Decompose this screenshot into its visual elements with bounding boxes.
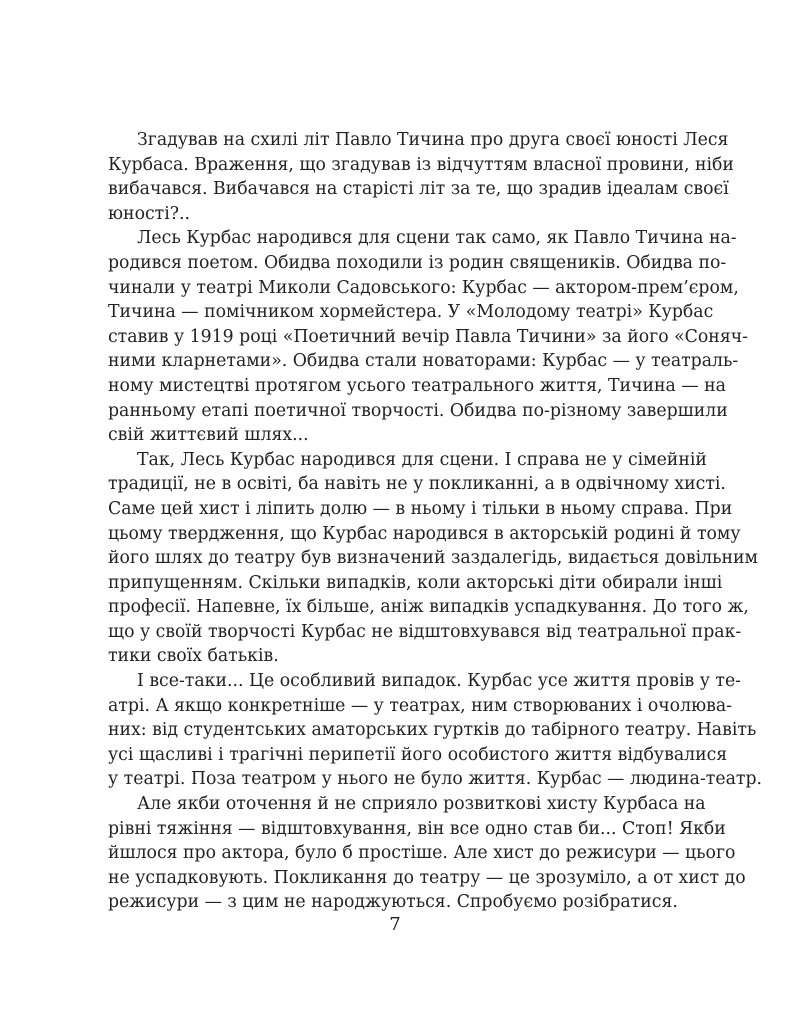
text-line: його шлях до театру був визначений заздалегідь, видається довільним	[108, 548, 758, 569]
text-line: професії. Напевне, їх більше, аніж випадків успадкування. До того ж,	[108, 597, 749, 618]
text-line: ними кларнетами». Обидва стали новаторами: Курбас — у театраль-	[108, 351, 739, 372]
text-line: Курбаса. Враження, що згадував із відчуттям власної провини, ніби	[108, 154, 734, 175]
page-number: 7	[389, 914, 401, 935]
text-line: ному мистецтві протягом усього театрального життя, Тичина — на	[108, 375, 726, 396]
text-line: режисури — з цим не народжуються. Спробуємо розібратися.	[108, 892, 678, 913]
text-line: припущенням. Скільки випадків, коли акторські діти обирали інші	[108, 572, 723, 593]
text-line: традиції, не в освіті, ба навіть не у покликанні, а в одвічному хисті.	[108, 474, 726, 495]
text-line: свій життєвий шлях...	[108, 425, 309, 446]
text-line: Згадував на схилі літ Павло Тичина про друга своєї юності Леся	[137, 130, 729, 150]
text-line: чинали у театрі Миколи Садовського: Курбас — актором-прем’єром,	[108, 277, 739, 298]
body-text	[108, 128, 762, 915]
paragraph-1	[108, 128, 734, 226]
text-line: цьому твердження, що Курбас народився в акторській родині й тому	[108, 523, 741, 544]
text-line: Саме цей хист і ліпить долю — в ньому і тільки в ньому справа. При	[108, 498, 733, 519]
text-line: Так, Лесь Курбас народився для сцени. І справа не у сімейній	[137, 449, 707, 470]
text-line: у театрі. Поза театром у нього не було життя. Курбас — людина-театр.	[108, 769, 762, 790]
text-line: тики своїх батьків.	[108, 646, 279, 667]
text-line: усі щасливі і трагічні перипетії його особистого життя відбувалися	[108, 744, 728, 765]
text-line: Лесь Курбас народився для сцени так само, як Павло Тичина на-	[137, 228, 737, 249]
text-line: юності?..	[108, 203, 190, 224]
text-line: Але якби оточення й не сприяло розвиткові хисту Курбаса на	[137, 794, 706, 815]
text-line: Тичина — помічником хормейстера. У «Молодому театрі» Курбас	[108, 302, 714, 323]
text-line: І все-таки... Це особливий випадок. Курбас усе життя провів у те-	[137, 671, 742, 692]
paragraph-3	[108, 448, 758, 669]
text-line: ставив у 1919 році «Поетичний вечір Павла Тичини» за його «Соняч-	[108, 326, 748, 347]
paragraph-4	[108, 669, 762, 792]
text-line: не успадковують. Покликання до театру — це зрозуміло, а от хист до	[108, 867, 746, 888]
text-line: атрі. А якщо конкретніше — у театрах, ним створюваних і очолюва-	[108, 695, 732, 716]
text-line: ранньому етапі поетичної творчості. Обидва по-різному завершили	[108, 400, 728, 421]
paragraph-2	[108, 226, 748, 447]
text-line: них: від студентських аматорських гуртків до табірного театру. Навіть	[108, 720, 757, 741]
text-line: що у своїй творчості Курбас не відштовхувався від театральної прак-	[108, 621, 742, 642]
paragraph-5	[108, 792, 746, 915]
text-line: родився поетом. Обидва походили із родин священиків. Обидва по-	[108, 252, 727, 273]
text-line: йшлося про актора, було б простіше. Але хист до режисури — цього	[108, 843, 736, 864]
text-line: вибачався. Вибачався на старісті літ за те, що зрадив ідеалам своєї	[108, 179, 729, 200]
text-line: рівні тяжіння — відштовхування, він все одно став би... Стоп! Якби	[108, 818, 726, 839]
